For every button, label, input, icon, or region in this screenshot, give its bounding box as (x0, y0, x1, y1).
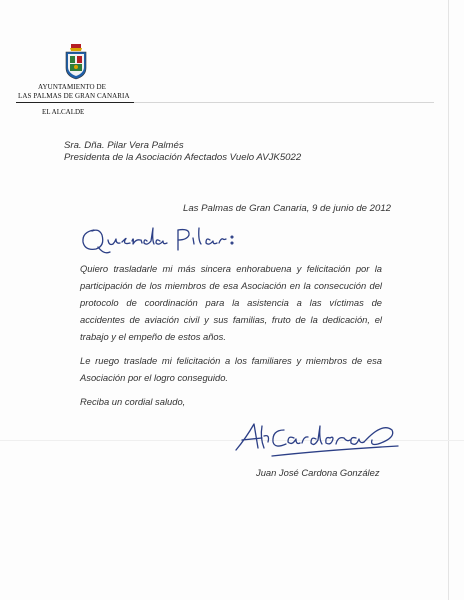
handwritten-signature (232, 416, 404, 464)
recipient-name: Sra. Dña. Pilar Vera Palmés (64, 140, 184, 151)
body-paragraph-1: Quiero trasladarle mi más sincera enhorabuena y felicitación por la participación de los miembros de esa Asociación en la consecución del protocolo de coordinación para la asistencia a las víctimas de accidentes de aviación civil y sus familias, fruto de la dedicación, el trabajo y el empeño de estos años. (80, 263, 382, 342)
city-crest-icon (63, 44, 89, 80)
letter-date: Las Palmas de Gran Canaria, 9 de junio de 2012 (183, 203, 391, 214)
body-paragraph-2: Le ruego traslade mi felicitación a los familiares y miembros de esa Asociación por el logro conseguido. (80, 355, 382, 383)
handwritten-salutation (80, 222, 240, 262)
org-name-line1: AYUNTAMIENTO DE (38, 83, 107, 91)
closing-line: Reciba un cordial saludo, (80, 396, 186, 407)
signer-name: Juan José Cardona González (256, 467, 380, 478)
paper-fold-vertical (448, 0, 449, 600)
recipient-title: Presidenta de la Asociación Afectados Vuelo AVJK5022 (64, 152, 302, 163)
header-rule (16, 102, 134, 103)
header-rule-extension (134, 102, 434, 103)
org-name-line2: LAS PALMAS DE GRAN CANARIA (18, 92, 130, 100)
office-title: EL ALCALDE (42, 108, 85, 116)
